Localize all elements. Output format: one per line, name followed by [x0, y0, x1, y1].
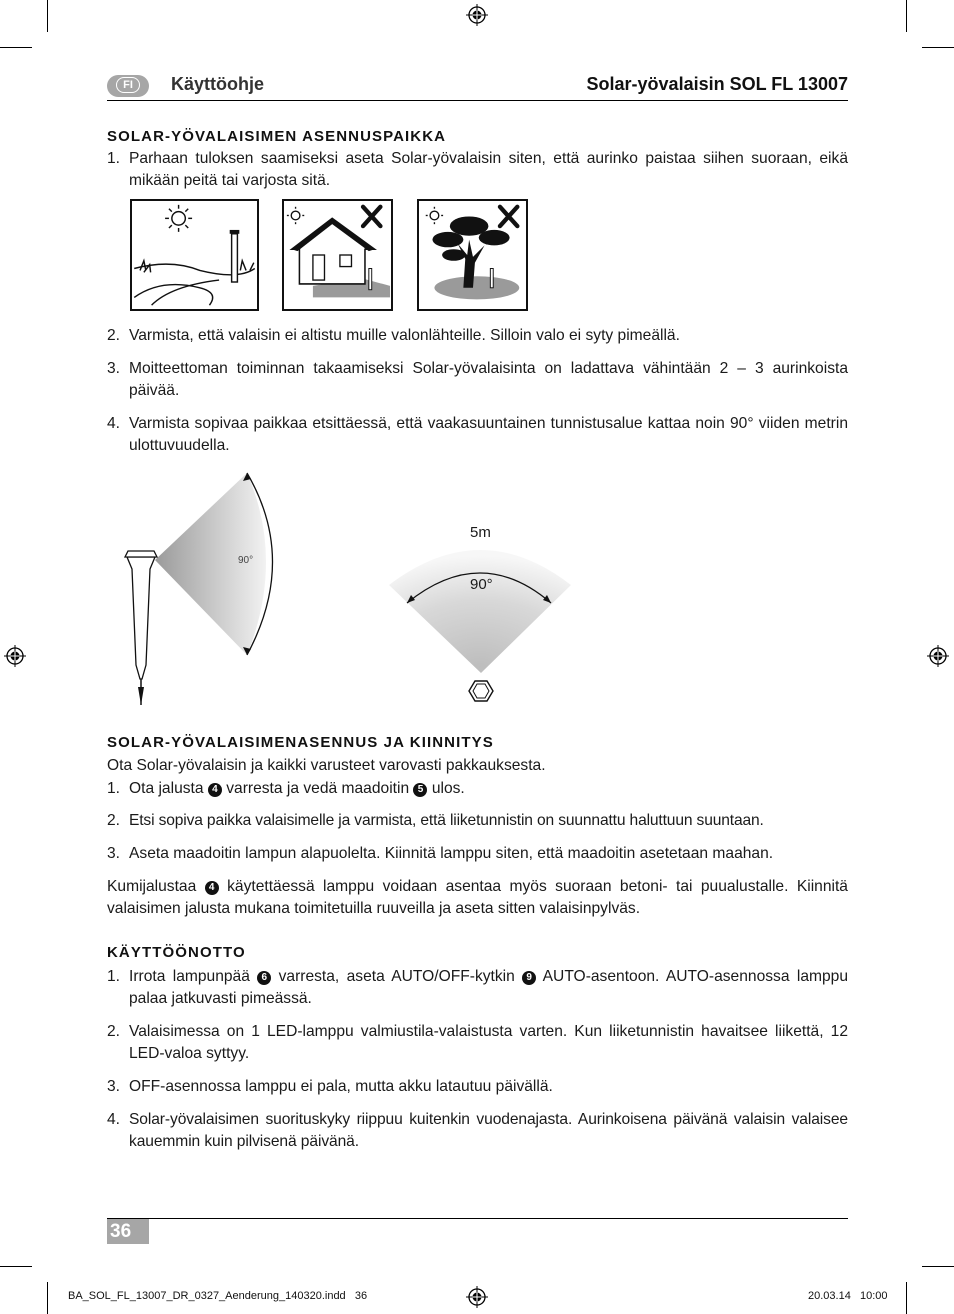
distance-label: 5m: [470, 524, 491, 541]
top-angle-label: 90°: [470, 576, 493, 593]
list-item-text: [129, 966, 848, 1010]
item-text: ulos.: [431, 780, 465, 797]
list-item-text: Aseta maadoitin lampun alapuolelta. Kiinnitä lamppu siten, että maadoitin asetetaan maahan.: [129, 845, 774, 862]
item-text: varresta ja vedä maadoitin: [226, 780, 410, 797]
item-text: varresta, aseta AUTO/OFF-kytkin: [278, 968, 515, 985]
list-number: 2.: [107, 327, 121, 344]
list-item-text: Etsi sopiva paikka valaisimelle ja varmista, että liiketunnistin on suunnattu haluttuun suuntaan.: [129, 812, 764, 829]
side-angle-label: 90°: [238, 555, 254, 566]
list-number: 1.: [107, 780, 121, 797]
section-title: Käyttöohje: [171, 74, 265, 94]
list-number: 4.: [107, 1111, 121, 1128]
placement-good-icon: [130, 199, 259, 311]
top-detection-diagram: [385, 525, 575, 710]
crop-mark: [906, 1282, 907, 1314]
list-number: 1.: [107, 968, 121, 985]
language-badge-label: FI: [116, 77, 140, 93]
list-number: 2.: [107, 1023, 121, 1040]
item-text: AUTO-asentoon. AUTO-asennossa lamppu palaa jatkuvasti pimeässä.: [129, 968, 848, 1007]
crop-mark: [906, 0, 907, 32]
part-reference-badge: 4: [208, 783, 222, 797]
item-text: Irrota lampunpää: [129, 968, 250, 985]
list-item-text: Moitteettoman toiminnan takaamiseksi Solar-yövalaisinta on ladattava vähintään 2 – 3 aurinkoista päivää.: [129, 360, 848, 399]
crop-mark: [922, 47, 954, 48]
paragraph-text: Kumijalustaa: [107, 878, 197, 895]
list-item-text: Varmista sopivaa paikkaa etsittäessä, että vaakasuuntainen tunnistusalue kattaa noin 90° viiden metrin ulottuvuudella.: [129, 415, 848, 454]
language-badge: [107, 75, 149, 97]
page-number: 36: [107, 1219, 149, 1244]
paragraph: [107, 876, 848, 920]
footer-date: 20.03.14 10:00: [808, 1290, 888, 1302]
section-heading: SOLAR-YÖVALAISIMENASENNUS JA KIINNITYS: [107, 734, 494, 751]
list-number: 1.: [107, 150, 121, 167]
crop-mark: [47, 1282, 48, 1314]
part-reference-badge: 6: [257, 971, 271, 985]
registration-mark-icon: [466, 1286, 488, 1308]
section-heading: SOLAR-YÖVALAISIMEN ASENNUSPAIKKA: [107, 128, 447, 145]
placement-shadow-tree-icon: [417, 199, 528, 311]
crop-mark: [0, 47, 32, 48]
registration-mark-icon: [927, 645, 949, 667]
list-item-text: [129, 778, 848, 800]
paragraph-text: käytettäessä lamppu voidaan asentaa myös suoraan betoni- tai puualustalle. Kiinnitä valaisimen jalusta mukana toimitetuilla ruuveilla ja aseta sitten valaisinpylväs.: [107, 878, 848, 917]
intro-text: Ota Solar-yövalaisin ja kaikki varusteet varovasti pakkauksesta.: [107, 757, 546, 774]
footer-divider: [107, 1218, 848, 1219]
crop-mark: [47, 0, 48, 32]
list-number: 4.: [107, 415, 121, 432]
registration-mark-icon: [466, 4, 488, 26]
side-detection-diagram: [110, 465, 300, 710]
placement-shadow-house-icon: [282, 199, 393, 311]
product-title: Solar-yövalaisin SOL FL 13007: [586, 74, 848, 94]
crop-mark: [0, 1266, 32, 1267]
list-item-text: OFF-asennossa lamppu ei pala, mutta akku latautuu päivällä.: [129, 1078, 553, 1095]
part-reference-badge: 4: [205, 881, 219, 895]
item-text: Ota jalusta: [129, 780, 204, 797]
list-item-text: Parhaan tuloksen saamiseksi aseta Solar-yövalaisin siten, että aurinko paistaa siihen suoraan, eikä mikään peitä tai varjosta sitä.: [129, 150, 848, 189]
footer-filename: BA_SOL_FL_13007_DR_0327_Aenderung_140320.indd 36: [68, 1290, 368, 1302]
list-item-text: Valaisimessa on 1 LED-lamppu valmiustila-valaistusta varten. Kun liiketunnistin havaitsee liikettä, 12 LED-valoa syttyy.: [129, 1023, 848, 1062]
list-number: 2.: [107, 812, 121, 829]
list-item-text: Varmista, että valaisin ei altistu muille valonlähteille. Silloin valo ei syty pimeällä.: [129, 327, 680, 344]
list-number: 3.: [107, 360, 121, 377]
registration-mark-icon: [4, 645, 26, 667]
list-number: 3.: [107, 845, 121, 862]
part-reference-badge: 9: [522, 971, 536, 985]
list-number: 3.: [107, 1078, 121, 1095]
list-item-text: Solar-yövalaisimen suorituskyky riippuu kuitenkin vuodenajasta. Aurinkoisena päivänä valaisin valaisee kauemmin kuin pilvisenä päivänä.: [129, 1111, 848, 1150]
section-heading: KÄYTTÖÖNOTTO: [107, 944, 246, 961]
part-reference-badge: 5: [413, 783, 427, 797]
header-divider: [107, 100, 848, 101]
crop-mark: [922, 1266, 954, 1267]
